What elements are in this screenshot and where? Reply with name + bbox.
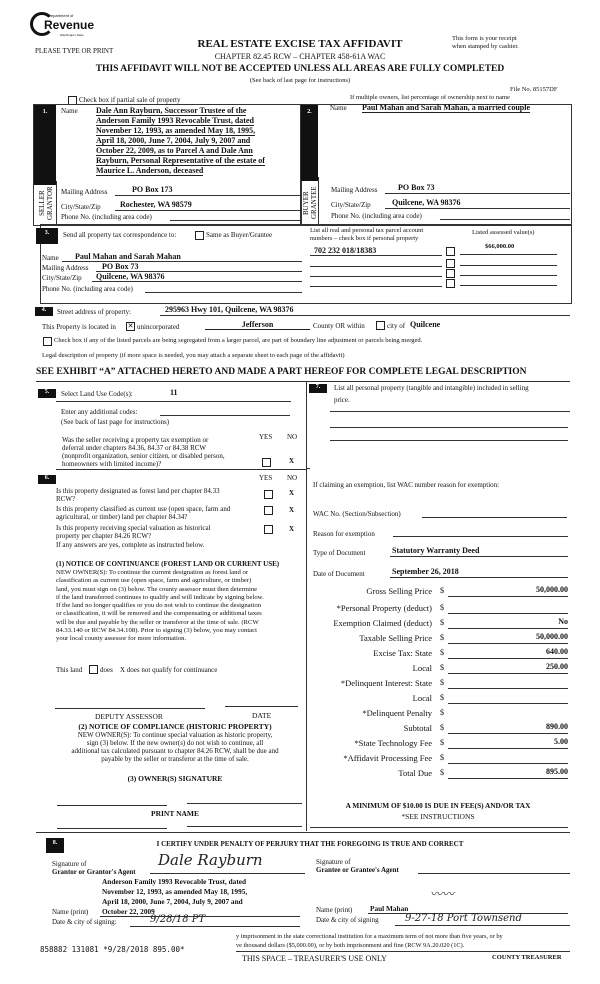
grantor-name-print[interactable]: October 22, 2009 <box>102 907 155 916</box>
grantee-signature[interactable] <box>418 873 570 874</box>
dollar-sign: $ <box>440 678 444 687</box>
form-subtitle: CHAPTER 82.45 RCW – CHAPTER 458-61A WAC <box>214 52 386 61</box>
segregated-checkbox[interactable] <box>43 337 52 346</box>
print-name-line[interactable] <box>57 828 167 829</box>
document-type[interactable]: Statutory Warranty Deed <box>392 546 480 555</box>
total-label: Local <box>412 693 432 703</box>
dollar-sign: $ <box>440 633 444 642</box>
owner-signature-line[interactable] <box>57 805 167 806</box>
exemption-no-answer[interactable]: X <box>289 457 295 465</box>
personal-property-line[interactable] <box>330 411 570 412</box>
personal-property-checkbox[interactable] <box>446 247 455 256</box>
qualifies-checkbox[interactable] <box>89 665 98 674</box>
warning: THIS AFFIDAVIT WILL NOT BE ACCEPTED UNLESS ALL AREAS ARE FULLY COMPLETED <box>95 64 505 74</box>
total-label: Excise Tax: State <box>373 648 432 658</box>
city-of[interactable]: Quilcene <box>410 320 441 329</box>
dollar-sign: $ <box>440 753 444 762</box>
correspondence-mailing[interactable]: PO Box 73 <box>102 262 139 271</box>
historical-no-answer[interactable]: X <box>289 525 295 533</box>
cashier-stamp: 858882 131081 *9/28/2018 895.00* <box>40 945 185 954</box>
land-use-code[interactable]: 11 <box>170 388 178 397</box>
grantee-signature-scrawl: 〰〰 <box>430 887 455 901</box>
dollar-sign: $ <box>440 618 444 627</box>
city-checkbox[interactable] <box>376 321 385 330</box>
dollar-sign: $ <box>440 603 444 612</box>
personal-property-checkbox[interactable] <box>446 269 455 278</box>
current-use-yes-checkbox[interactable] <box>264 506 273 515</box>
additional-codes-field[interactable] <box>160 415 290 416</box>
dollar-sign: $ <box>440 708 444 717</box>
forest-land-yes-checkbox[interactable] <box>264 490 273 499</box>
total-label: Local <box>412 663 432 673</box>
personal-property-line[interactable] <box>330 440 568 441</box>
grantee-name-print[interactable]: Paul Mahan <box>370 904 409 913</box>
dollar-sign: $ <box>440 693 444 702</box>
dollar-sign: $ <box>440 648 444 657</box>
dollar-sign: $ <box>440 723 444 732</box>
total-label: Taxable Selling Price <box>359 633 432 643</box>
same-as-buyer-checkbox[interactable] <box>195 231 204 240</box>
buyer-name[interactable]: Paul Mahan and Sarah Mahan, a married couple <box>362 103 531 112</box>
print-name-line[interactable] <box>187 826 302 827</box>
wac-number-field[interactable] <box>422 517 567 518</box>
grantor-signature[interactable]: Dale Rayburn <box>158 851 263 869</box>
total-value[interactable]: No <box>558 617 568 626</box>
legal-description[interactable]: SEE EXHIBIT “A” ATTACHED HERETO AND MADE A PART HEREOF FOR COMPLETE LEGAL DESCRIPTION <box>36 367 527 377</box>
total-value[interactable]: 50,000.00 <box>536 632 568 641</box>
parcel-number[interactable]: 702 232 018/18383 <box>314 246 377 255</box>
historical-yes-checkbox[interactable] <box>264 525 273 534</box>
personal-property-checkbox[interactable] <box>446 279 455 288</box>
continuance-notice: NEW OWNER(S): To continue the current designation as forest land or classification as current use (open space, farm and agriculture, or timber) land, you must sign on (3) below. The county assessor must then determine if the land transferred continues to qualify and will indicate by signing below. If the land no longer qualifies or you do not wish to continue the designation or classification, it will be removed and the compensating or additional taxes will be due and payable by the seller or transferor at the time of sale. (RCW 84.33.140 or RCW 84.34.108). Prior to signing (3) below, you may contact your local county assessor for more information. <box>56 569 264 643</box>
dollar-sign: $ <box>440 768 444 777</box>
document-date[interactable]: September 26, 2018 <box>392 567 459 576</box>
total-label: Exemption Claimed (deduct) <box>333 618 432 628</box>
total-value[interactable]: 5.00 <box>554 737 568 746</box>
forest-land-no-answer[interactable]: X <box>289 489 295 497</box>
file-no: File No. 85157DF <box>510 86 558 93</box>
total-label: *State Technology Fee <box>354 738 432 748</box>
dollar-sign: $ <box>440 586 444 595</box>
personal-property-checkbox[interactable] <box>446 259 455 268</box>
total-label: *Personal Property (deduct) <box>336 603 432 613</box>
correspondence-name[interactable]: Paul Mahan and Sarah Mahan <box>75 252 181 261</box>
buyer-city[interactable]: Quilcene, WA 98376 <box>392 198 461 207</box>
dollar-sign: $ <box>440 663 444 672</box>
total-value[interactable]: 890.00 <box>546 722 568 731</box>
buyer-mailing[interactable]: PO Box 73 <box>398 183 435 192</box>
total-label: *Affidavit Processing Fee <box>343 753 432 763</box>
total-value[interactable]: 895.00 <box>546 767 568 776</box>
total-label: *Delinquent Penalty <box>362 708 432 718</box>
deputy-assessor-signature[interactable] <box>55 708 205 709</box>
seller-mailing[interactable]: PO Box 173 <box>132 185 173 194</box>
dollar-sign: $ <box>440 738 444 747</box>
personal-property-line[interactable] <box>330 427 568 428</box>
total-label: *Delinquent Interest: State <box>340 678 432 688</box>
total-label: Total Due <box>398 768 432 778</box>
form-title: REAL ESTATE EXCISE TAX AFFIDAVIT <box>197 38 403 50</box>
grantee-date-city[interactable]: 9-27-18 Port Townsend <box>405 913 522 924</box>
current-use-no-answer[interactable]: X <box>289 506 295 514</box>
please-type: PLEASE TYPE OR PRINT <box>35 47 114 55</box>
total-value[interactable]: 250.00 <box>546 662 568 671</box>
does-not-qualify[interactable]: X does not qualify for continuance <box>120 666 218 674</box>
assessed-value[interactable]: $66,000.00 <box>485 243 515 250</box>
unincorporated-checkbox[interactable]: ✕ <box>127 322 134 330</box>
total-label: Gross Selling Price <box>366 586 432 596</box>
county[interactable]: Jefferson <box>205 320 310 330</box>
correspondence-city[interactable]: Quilcene, WA 98376 <box>96 272 165 281</box>
owner-signature-line[interactable] <box>187 803 302 804</box>
exemption-reason-field[interactable] <box>393 536 568 537</box>
seller-city[interactable]: Rochester, WA 98579 <box>120 200 192 209</box>
property-street[interactable]: 295963 Hwy 101, Quilcene, WA 98376 <box>165 305 294 314</box>
total-value[interactable]: 640.00 <box>546 647 568 656</box>
grantor-date-city[interactable]: 9/28/18 PT <box>150 914 206 925</box>
exemption-yes-checkbox[interactable] <box>262 458 271 467</box>
assessor-date[interactable] <box>225 706 298 707</box>
total-value[interactable]: 50,000.00 <box>536 585 568 594</box>
total-label: Subtotal <box>403 723 432 733</box>
